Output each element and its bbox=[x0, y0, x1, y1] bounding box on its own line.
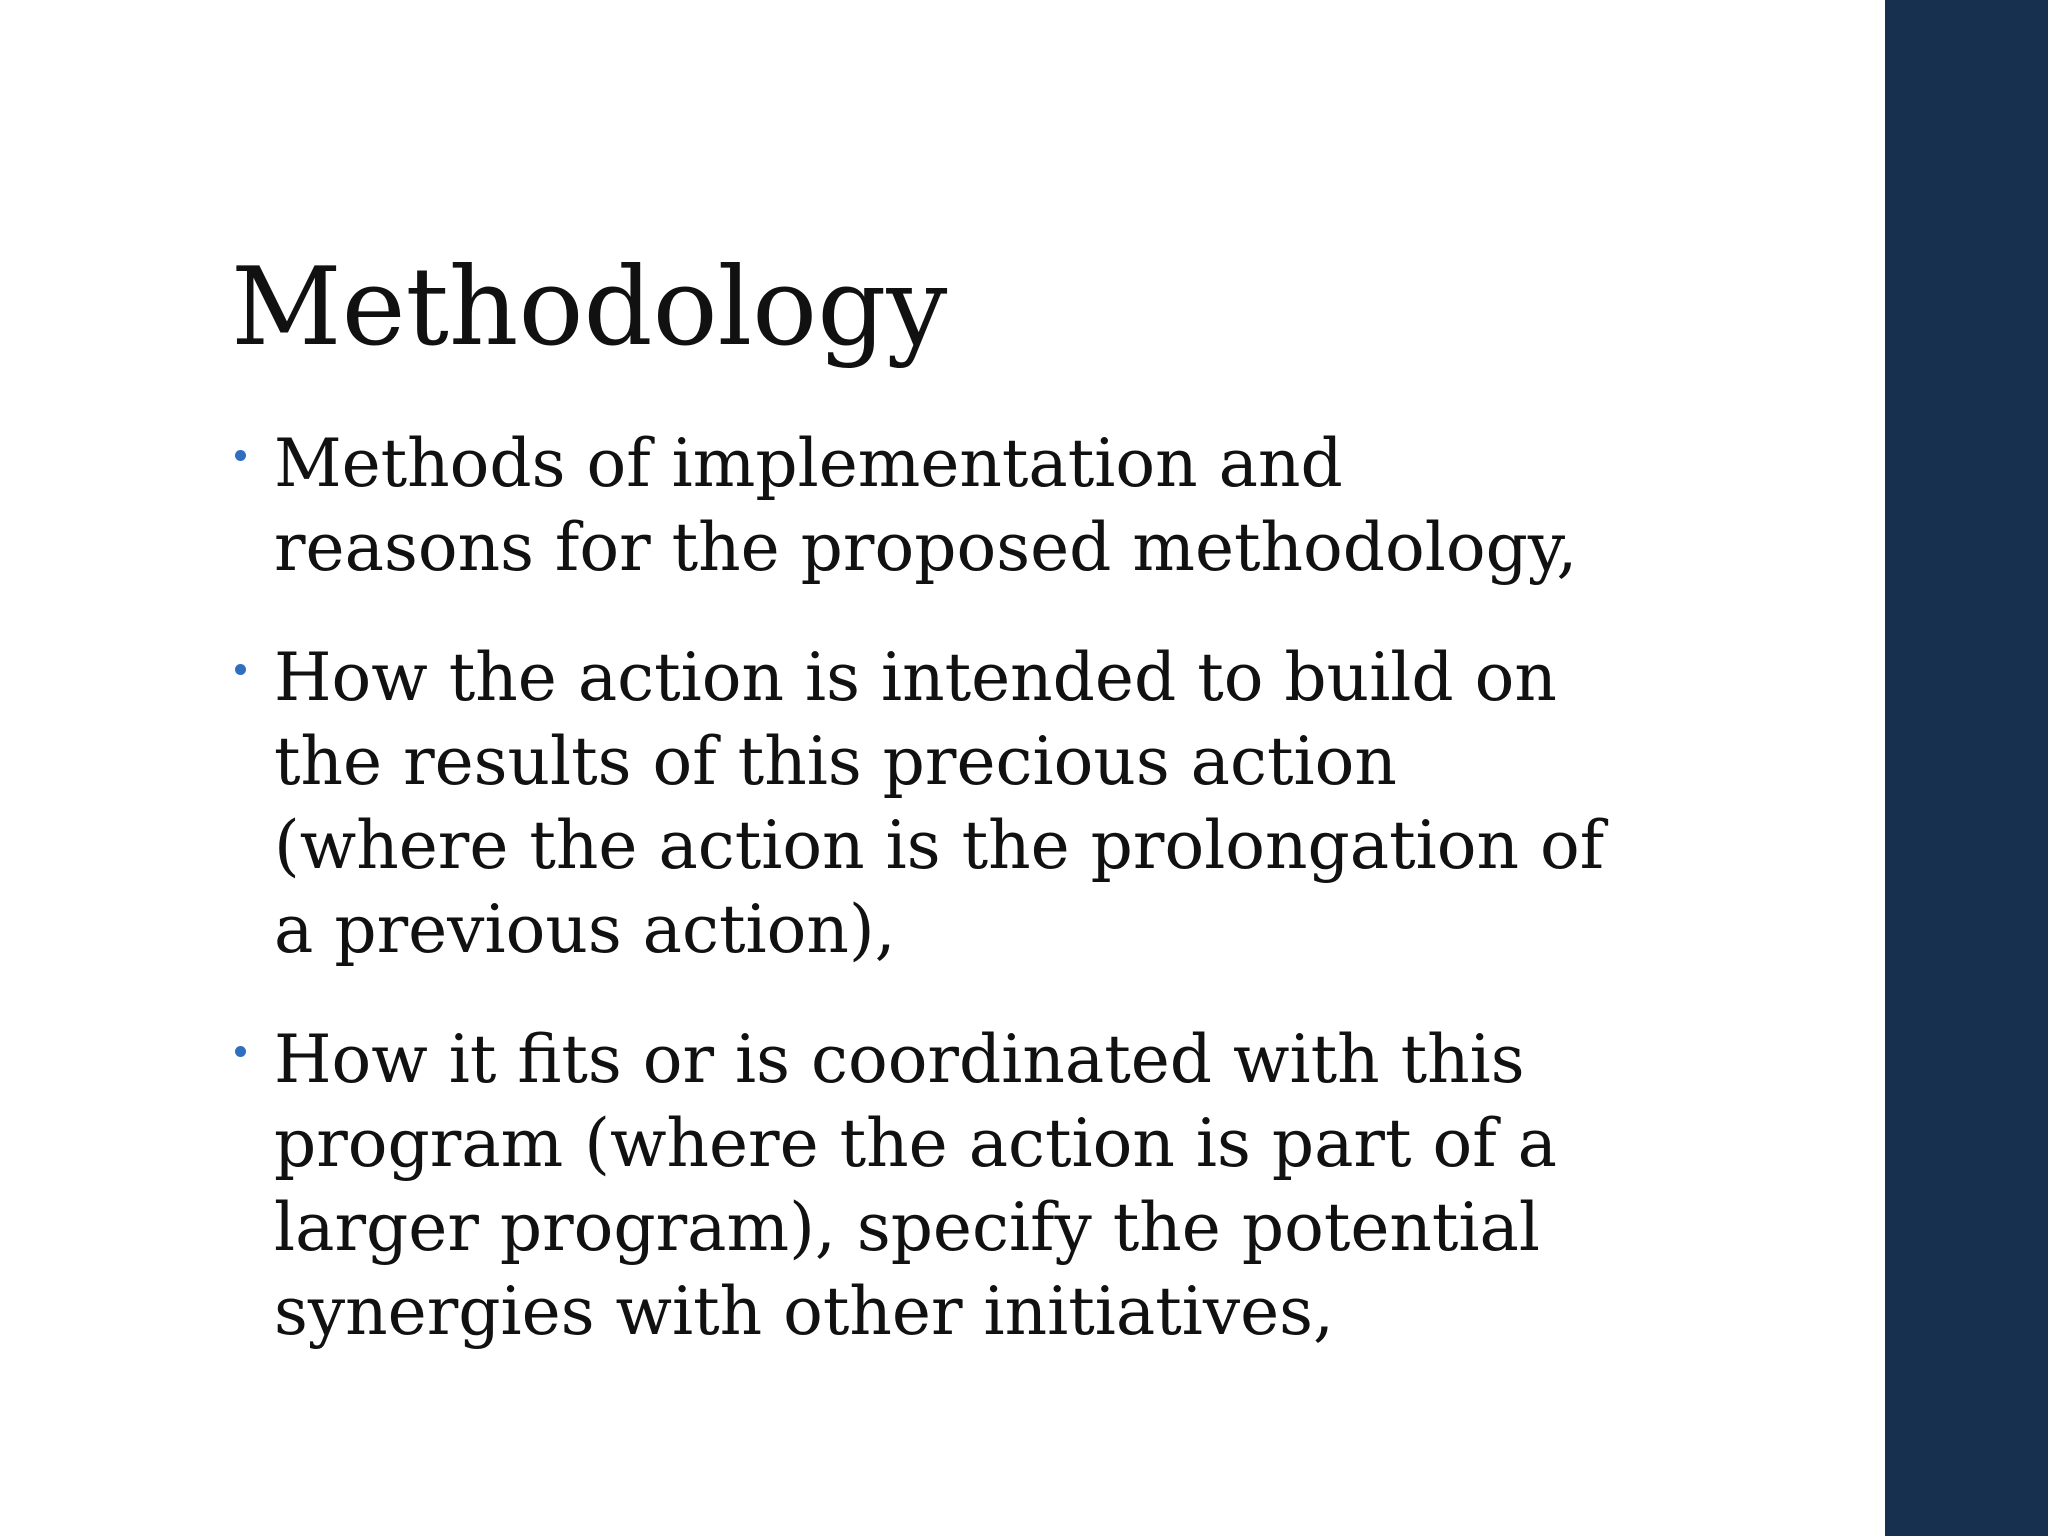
bullet-item-3 bbox=[231, 1018, 1671, 1354]
bullet-marker-icon bbox=[235, 664, 246, 675]
bullet-line: program (where the action is part of a bbox=[274, 1105, 1557, 1182]
bullet-text bbox=[274, 1018, 1671, 1354]
slide-title: Methodology bbox=[231, 245, 948, 370]
bullet-text bbox=[274, 422, 1671, 590]
bullet-item-2 bbox=[231, 636, 1671, 972]
bullet-item-1 bbox=[231, 422, 1671, 590]
bullet-line: a previous action), bbox=[274, 891, 896, 968]
bullet-line: How the action is intended to build on bbox=[274, 639, 1557, 716]
bullet-marker-icon bbox=[235, 1046, 246, 1057]
bullet-line: (where the action is the prolongation of bbox=[274, 807, 1605, 884]
bullet-line: synergies with other initiatives, bbox=[274, 1273, 1335, 1350]
bullet-line: How it fits or is coordinated with this bbox=[274, 1021, 1525, 1098]
bullet-marker-icon bbox=[235, 450, 246, 461]
bullet-list bbox=[231, 422, 1671, 1400]
bullet-line: Methods of implementation and bbox=[274, 425, 1343, 502]
bullet-line: larger program), specify the potential bbox=[274, 1189, 1540, 1266]
side-accent-band bbox=[1885, 0, 2048, 1536]
bullet-text bbox=[274, 636, 1671, 972]
bullet-line: the results of this precious action bbox=[274, 723, 1397, 800]
bullet-line: reasons for the proposed methodology, bbox=[274, 509, 1578, 586]
